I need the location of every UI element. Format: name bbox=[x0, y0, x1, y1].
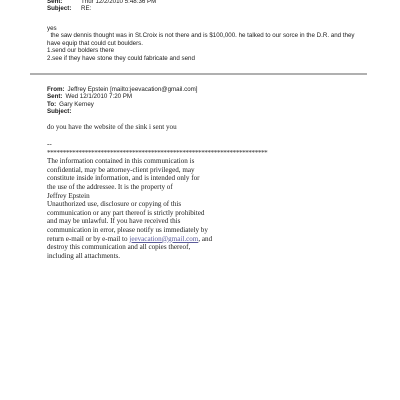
from-label: From: bbox=[47, 86, 65, 93]
body-line: 1.send our bolders there bbox=[47, 47, 115, 55]
top-email-body bbox=[47, 25, 367, 62]
subject-label: Subject: bbox=[47, 5, 72, 13]
disclaimer-line: communication or any part thereof is strictly prohibited bbox=[47, 208, 205, 217]
sent-label: Sent: bbox=[47, 93, 63, 101]
to-value: Gary Kerney bbox=[59, 100, 94, 108]
subject-row bbox=[47, 5, 367, 12]
body-line: yes bbox=[47, 25, 57, 32]
sent-label: Sent: bbox=[47, 0, 63, 5]
to-label: To: bbox=[47, 100, 57, 108]
subject-row bbox=[47, 108, 367, 115]
disclaimer-notify-line bbox=[47, 235, 367, 244]
email-link[interactable]: jeevacation@gmail.com bbox=[129, 234, 199, 243]
disclaimer-line: destroy this communication and all copies thereof, bbox=[47, 243, 191, 252]
separator-dashes: -- bbox=[47, 140, 52, 148]
disclaimer-line: the use of the addressee. It is the property of bbox=[47, 182, 173, 191]
notify-suffix: , and bbox=[198, 234, 213, 243]
disclaimer-line: Unauthorized use, disclosure or copying of this bbox=[47, 200, 182, 209]
disclaimer-line: confidential, may be attorney-client privileged, may bbox=[47, 165, 195, 174]
body-line: have equip that could cut boulders. bbox=[47, 39, 143, 47]
disclaimer-line: communication in error, please notify us immediately by bbox=[47, 225, 208, 234]
notify-prefix: return e-mail or by e-mail to bbox=[47, 234, 130, 243]
from-row bbox=[47, 86, 367, 93]
from-value: Jeffrey Epstein [mailto:jeevacation@gmail.com] bbox=[67, 86, 198, 93]
quoted-email-header bbox=[47, 86, 367, 116]
to-row bbox=[47, 101, 367, 108]
body-line: 2.see if they have stone they could fabricate and send bbox=[47, 54, 195, 62]
top-email-header bbox=[47, 0, 367, 13]
separator-stars: ********************************************************************** bbox=[47, 148, 268, 157]
disclaimer-line: and may be unlawful. If you have received this bbox=[47, 217, 181, 226]
body-line: the saw dennis thought was in St.Croix is not there and is $100,000. he talked to our sorce in the D.R. and they bbox=[47, 32, 355, 40]
disclaimer-line: constitute inside information, and is intended only for bbox=[47, 174, 200, 183]
message-divider bbox=[30, 73, 367, 75]
sent-row bbox=[47, 93, 367, 100]
confidentiality-disclaimer bbox=[47, 140, 367, 260]
disclaimer-line: including all attachments. bbox=[47, 251, 121, 260]
quoted-email-body: do you have the website of the sink i sent you bbox=[47, 123, 177, 131]
disclaimer-line: The information contained in this communication is bbox=[47, 157, 195, 166]
sent-value: Wed 12/1/2010 7:20 PM bbox=[65, 93, 133, 101]
disclaimer-line: Jeffrey Epstein bbox=[47, 191, 90, 200]
subject-label: Subject: bbox=[47, 108, 72, 116]
sent-value: Thur 12/2/2010 5:48:36 PM bbox=[81, 0, 157, 5]
subject-value: RE: bbox=[81, 5, 92, 13]
